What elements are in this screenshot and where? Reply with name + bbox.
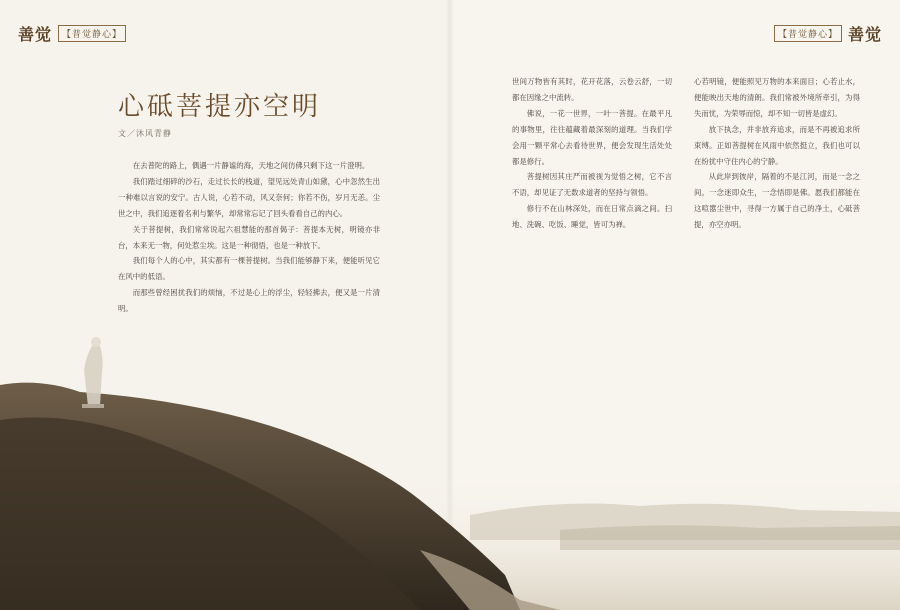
paragraph: 从此岸到彼岸，隔着的不是江河，而是一念之间。一念迷即众生，一念悟即是佛。愿我们都能在这喧嚣尘世中，寻得一方属于自己的净土，心砥菩提，亦空亦明。 [694,172,860,230]
left-text-column [118,158,380,317]
paragraph: 修行不在山林深处，而在日常点滴之间。扫地、洗碗、吃饭、睡觉，皆可为禅。 [512,204,672,230]
paragraph: 而那些曾经困扰我们的烦恼，不过是心上的浮尘，轻轻拂去，便又是一片清明。 [118,288,380,314]
brand-logo-right: 善觉 [847,24,882,44]
paragraph: 我们踏过细碎的沙石，走过长长的栈道，望见远处青山如黛，心中忽然生出一种难以言说的安宁。古人说，心若不动，风又奈何；你若不伤，岁月无恙。尘世之中，我们追逐着名利与繁华，却常常忘记了回头看看自己的内心。 [118,176,380,218]
article-byline: 文／沐风青静 [118,129,172,138]
coastal-photo [0,300,900,610]
right-text-column-1 [512,74,672,233]
paragraph: 放下执念，并非放弃追求，而是不再被追求所束缚。正如菩提树在风雨中依然挺立，我们也可以在纷扰中守住内心的宁静。 [694,124,860,166]
section-tag-left: 【普觉静心】 [58,25,126,42]
paragraph: 关于菩提树，我们常常说起六祖慧能的那首偈子：菩提本无树，明镜亦非台，本来无一物，何处惹尘埃。这是一种彻悟，也是一种放下。 [118,224,380,250]
paragraph: 我们每个人的心中，其实都有一棵菩提树。当我们能够静下来，便能听见它在风中的低语。 [118,256,380,282]
section-tag-right: 【普觉静心】 [774,25,842,42]
running-head-left [18,22,126,44]
paragraph: 在去普陀的路上，偶遇一片静谧的海，天地之间仿佛只剩下这一片澄明。 [132,161,370,170]
paragraph: 心若明镜，便能照见万物的本来面目；心若止水，便能映出天地的清朗。我们常被外境所牵引，为得失而忧，为荣辱而惊，却不知一切皆是虚幻。 [694,77,860,118]
article-title: 心砥菩提亦空明 [118,92,322,122]
guanyin-statue-on-cliff-icon [0,300,900,610]
brand-logo-left: 善觉 [18,24,53,44]
paragraph: 佛说，一花一世界，一叶一菩提。在最平凡的事物里，往往蕴藏着最深刻的道理。当我们学会用一颗平常心去看待世界，便会发现生活处处都是修行。 [512,108,672,166]
running-head-right [774,22,882,44]
paragraph: 菩提树因其庄严而被视为觉悟之树，它不言不语，却见证了无数求道者的坚持与领悟。 [512,172,672,198]
paragraph: 世间万物皆有其时，花开花落，云卷云舒，一切都在因缘之中流转。 [512,77,672,102]
right-text-column-2 [694,74,860,233]
